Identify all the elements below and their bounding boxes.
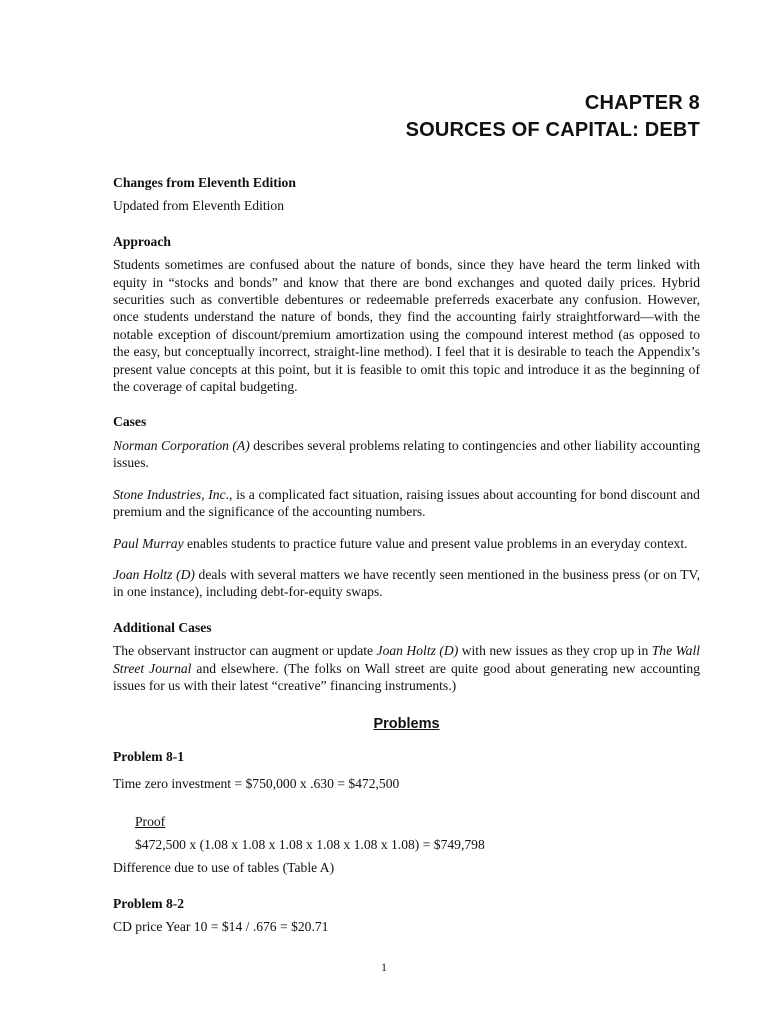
text-run: with new issues as they crop up in [458,643,652,659]
additional-cases-heading: Additional Cases [113,619,212,635]
problem-heading: Problem 8-2 [113,895,185,911]
case-paragraph [113,535,700,552]
chapter-number: CHAPTER 8 [584,92,700,114]
problem-heading: Problem 8-1 [113,748,185,764]
page-number: 1 [381,962,387,974]
text-run: and elsewhere. (The folks on Wall street are quite good about generating new accounting issues for us with their latest “creative” financing instruments.) [113,660,700,693]
additional-cases-text [113,642,700,694]
case-description: enables students to practice future value and present value problems in an everyday context. [183,535,688,551]
case-name: Joan Holtz (D) [376,643,459,659]
case-name: Joan Holtz (D) [113,566,195,582]
problem-line: CD price Year 10 = $14 / .676 = $20.71 [113,919,329,935]
changes-text: Updated from Eleventh Edition [113,198,285,214]
case-name: Stone Industries, Inc [113,486,226,502]
approach-heading: Approach [113,233,171,249]
case-paragraph [113,437,700,472]
case-paragraph [113,486,700,521]
problems-title: Problems [373,716,440,733]
case-name: Paul Murray [113,535,184,551]
journal-name: The Wall Street Journal [113,643,700,676]
chapter-header [406,90,700,144]
changes-heading: Changes from Eleventh Edition [113,175,296,190]
case-name: Norman Corporation (A) [113,437,250,453]
problem-note: Difference due to use of tables (Table A) [113,860,335,876]
case-description: ., is a complicated fact situation, raising issues about accounting for bond discount and premium and the significance of the accounting numbers. [113,486,700,520]
case-description: describes several problems relating to contingencies and other liability accounting issues. [113,437,701,471]
chapter-title: SOURCES OF CAPITAL: DEBT [405,119,700,141]
body-content [113,174,700,936]
proof-line: $472,500 x (1.08 x 1.08 x 1.08 x 1.08 x 1.08 x 1.08) = $749,798 [135,836,485,852]
problem-line: Time zero investment = $750,000 x .630 = $472,500 [113,776,400,792]
text-run: The observant instructor can augment or update [113,643,377,659]
proof-label: Proof [135,813,166,829]
approach-text: Students sometimes are confused about the nature of bonds, since they have heard the term linked with equity in “stocks and bonds” and know that there are bond exchanges and quoted daily prices. Hybrid securities such as convertible debentures or redeemable preferreds exacerbate any confusion. However, once students understand the nature of bonds, they find the accounting fairly straightforward—with the notable exception of discount/premium amortization using the compound interest method (as opposed to the easy, but conceptually incorrect, straight-line method). I feel that it is desirable to teach the Appendix’s present value concepts at this point, but it is feasible to omit this topic and introduce it as the beginning of the coverage of capital budgeting. [113,257,700,395]
case-description: deals with several matters we have recently seen mentioned in the business press (or on TV, in one instance), including debt-for-equity swaps. [113,566,700,600]
case-paragraph [113,566,700,601]
cases-heading: Cases [113,414,147,430]
